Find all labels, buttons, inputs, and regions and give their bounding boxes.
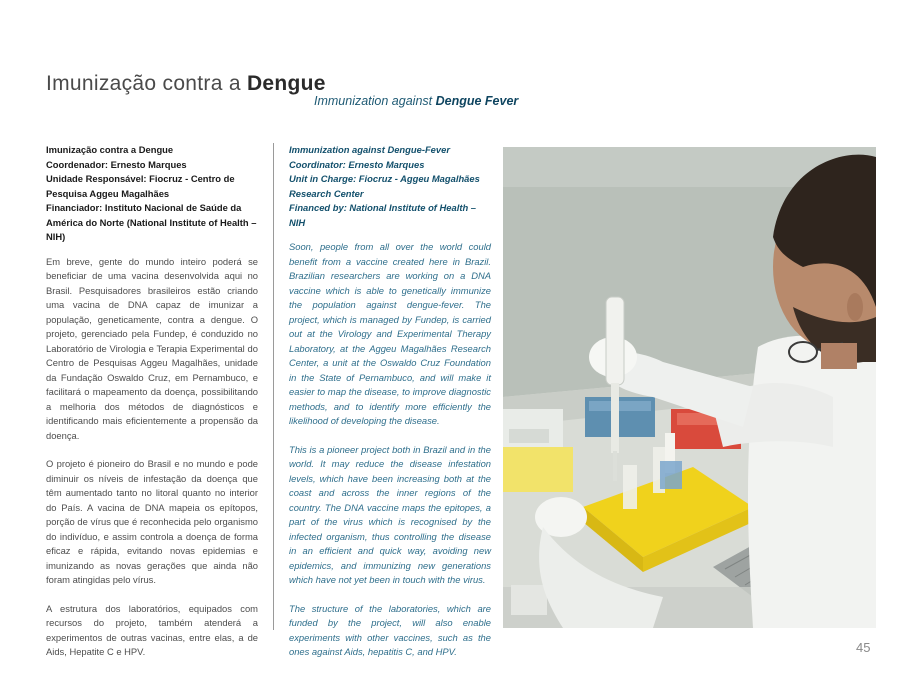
pt-header-unit: Unidade Responsável: Fiocruz - Centro de Pesquisa Aggeu Magalhães	[46, 173, 235, 199]
en-paragraph-1: Soon, people from all over the world could benefit from a vaccine created here in Brazil. Brazilian researchers are working on a DNA vaccine which is able to genetically immunize the population against dengue-fever. The project, which is managed by Fundep, is carried out at the Virology and Experimental Therapy Laboratory, at the Aggeu Magalhães Research Center, a unit at the Oswaldo Cruz Foundation in the State of Pernambuco, and will make it easier to map the disease, to improve diagnostic methods, and to identify more efficiently the likelihood of developing the disease.	[289, 241, 491, 426]
lab-scene-illustration	[503, 147, 876, 628]
pt-header-coordinator: Coordenador: Ernesto Marques	[46, 158, 187, 170]
en-paragraph-3: The structure of the laboratories, which are funded by the project, will also enable experiments with other vaccines, such as the ones against Aids, hepatitis C, and HPV.	[289, 602, 491, 657]
pt-header-funder: Financiador: Instituto Nacional de Saúde da América do Norte (National Institute of Health – NIH)	[46, 202, 257, 242]
page-title: Imunização contra a Dengue	[46, 72, 326, 95]
english-project-header	[289, 143, 491, 230]
page-subtitle: Immunization against Dengue Fever	[314, 94, 519, 108]
en-header-funder: Financed by: National Institute of Health – NIH	[289, 202, 476, 228]
page-subtitle-bold: Dengue Fever	[435, 94, 519, 108]
en-header-coordinator: Coordinator: Ernesto Marques	[289, 158, 425, 170]
pt-header-title: Imunização contra a Dengue	[46, 144, 174, 155]
portuguese-column	[46, 143, 258, 674]
portuguese-project-header	[46, 143, 258, 245]
en-header-unit: Unit in Charge: Fiocruz - Aggeu Magalhães Research Center	[289, 173, 480, 199]
page-title-bold: Dengue	[246, 72, 326, 95]
column-divider	[273, 143, 274, 630]
pt-paragraph-2: O projeto é pioneiro do Brasil e no mundo e pode diminuir os níveis de infestação da doença que têm aumentado tanto no litoral quanto no interior do País. A vacina de DNA mapeia os epítopos, porção de vírus que é reconhecida pelo organismo do indivíduo, e assim controla a doença de forma eficaz e rápida, evitando novas epidemias e imunizando as novas gerações que ainda não foram atingidas pelo vírus.	[46, 458, 258, 585]
pt-paragraph-3: A estrutura dos laboratórios, equipados com recursos do projeto, também atenderá a experimentos de outras vacinas, entre elas, a de Aids, Hepatite C e HPV.	[46, 602, 258, 657]
english-column	[289, 143, 491, 674]
pt-paragraph-1: Em breve, gente do mundo inteiro poderá se beneficiar de uma vacina desenvolvida aqui no Brasil. Pesquisadores brasileiros estão criando uma vacina de DNA capaz de imunizar a população, geneticamente, contra a dengue. O projeto, gerenciado pela Fundep, é conduzido no Laboratório de Virologia e Terapia Experimental do Centro de Pesquisas Aggeu Magalhães, unidade da Fundação Oswaldo Cruz, em Pernambuco, e facilitará o mapeamento da doença, possibilitando a melhoria dos métodos de diagnósticos e identificando mais eficientemente a propensão da doença.	[46, 255, 258, 441]
page-number: 45	[856, 640, 871, 655]
lab-researcher-photo	[503, 147, 876, 628]
en-header-title: Immunization against Dengue-Fever	[289, 144, 450, 155]
en-paragraph-2: This is a pioneer project both in Brazil and in the world. It may reduce the disease infestation levels, which have been increasing both at the coast and across the inner regions of the country. The DNA vaccine maps the epitopes, a part of the virus which is recognised by the infected organism, thus controlling the disease in an efficient and quick way, avoiding new epidemics, and immunizing new generations which have not yet been in touch with the virus.	[289, 443, 491, 585]
